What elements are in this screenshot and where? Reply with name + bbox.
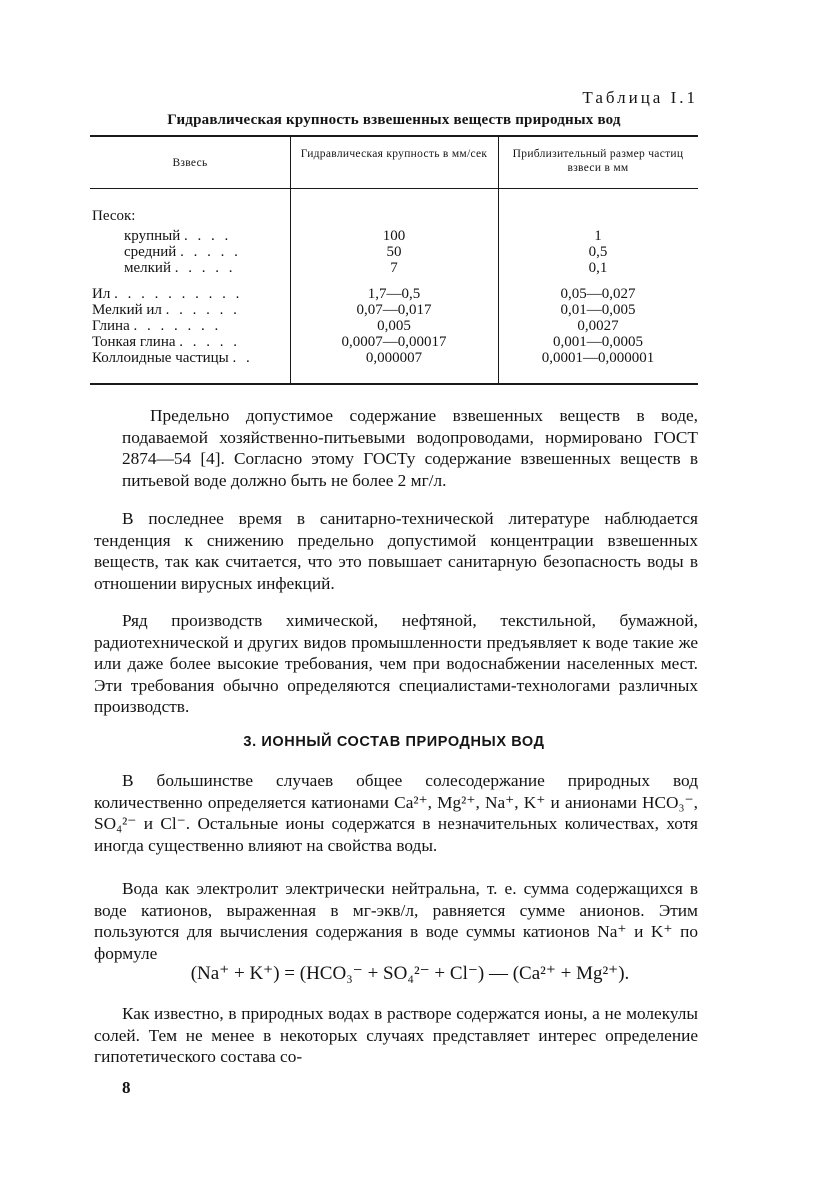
page-number: 8 — [122, 1078, 131, 1097]
row-name: Глина — [92, 318, 130, 334]
row-name: Мелкий ил — [92, 302, 162, 318]
row-hydraulic-size: 100 — [382, 228, 406, 244]
row-leader-dots: . . . . — [184, 228, 232, 244]
table-row — [92, 334, 698, 351]
paragraph — [122, 405, 698, 491]
paragraph — [94, 770, 698, 856]
row-hydraulic-size: 50 — [386, 244, 402, 260]
row-leader-dots: . . . . . — [180, 244, 241, 260]
paragraph-text: В последнее время в санитарно-технической литературе наблюдается тенденция к снижению предельно допустимой концентрации взвешенных веществ, так как считается, что это повышает санитарную безопасность воды в отношении вирусных инфекций. — [94, 509, 698, 593]
table-header-rule — [90, 188, 698, 189]
row-leader-dots: . . . . . — [179, 334, 241, 350]
paragraph — [94, 610, 698, 718]
table-row — [92, 228, 698, 245]
row-name: Ил — [92, 286, 111, 302]
row-name: Тонкая глина — [92, 334, 176, 350]
paragraph-text: Ряд производств химической, нефтяной, текстильной, бумажной, радиотехнической и других видов промышленности предъявляет к воде такие же или даже более высокие требования, чем при водоснабжении населенных мест. Эти требования обычно определяются специалистами-технологами различных производств. — [94, 611, 698, 717]
row-name: крупный — [124, 228, 181, 244]
table-header-hydraulic-size: Гидравлическая крупность в мм/сек — [300, 148, 488, 160]
row-particle-size: 0,0027 — [577, 318, 619, 334]
paragraph-text: Как известно, в природных водах в растворе содержатся ионы, а не молекулы солей. Тем не менее в некоторых случаях представляет интерес определение гипотетического состава со- — [94, 1004, 698, 1067]
paragraph-text: Предельно допустимое содержание взвешенных веществ в воде, подаваемой хозяйственно-питьевыми водопроводами, нормировано ГОСТ 2874—54 [4]. Согласно этому ГОСТу содержание взвешенных веществ в питьевой воде должно быть не более 2 мг/л. — [122, 406, 698, 490]
table-header-particle-size: Приблизительный размер частиц взвеси в мм — [512, 148, 684, 174]
row-leader-dots: . . . . . . . . . . — [114, 286, 243, 302]
row-leader-dots: . . . . . . — [165, 302, 240, 318]
row-name: Коллоидные частицы — [92, 350, 229, 366]
row-name: мелкий — [124, 260, 171, 276]
row-leader-dots: . . — [232, 350, 253, 366]
table-title: Гидравлическая крупность взвешенных веществ природных вод — [167, 112, 621, 128]
row-hydraulic-size: 0,000007 — [365, 350, 423, 366]
section-heading: 3. ИОННЫЙ СОСТАВ ПРИРОДНЫХ ВОД — [243, 734, 545, 750]
row-hydraulic-size: 0,0007—0,00017 — [341, 334, 447, 350]
paragraph-text: Вода как электролит электрически нейтральна, т. е. сумма содержащихся в воде катионов, выраженная в мг-экв/л, равняется сумме анионов. Этим пользуются для вычисления содержания в воде суммы катионов Na⁺ и K⁺ по формуле — [94, 879, 698, 963]
row-particle-size: 1 — [594, 228, 602, 244]
row-name: средний — [124, 244, 177, 260]
row-hydraulic-size: 0,07—0,017 — [356, 302, 432, 318]
row-leader-dots: . . . . . — [174, 260, 236, 276]
row-hydraulic-size: 0,005 — [377, 318, 411, 334]
row-particle-size: 0,5 — [588, 244, 608, 260]
row-leader-dots: . . . . . . . — [133, 318, 222, 334]
table-top-rule — [90, 135, 698, 137]
row-hydraulic-size: 7 — [390, 260, 398, 276]
table-row — [92, 302, 698, 319]
table-row — [92, 286, 698, 303]
row-particle-size: 0,05—0,027 — [560, 286, 636, 302]
table-group-label: Песок: — [92, 208, 136, 224]
row-hydraulic-size: 1,7—0,5 — [367, 286, 421, 302]
row-particle-size: 0,0001—0,000001 — [541, 350, 655, 366]
table-group-label-row — [92, 208, 698, 225]
table-row — [92, 244, 698, 261]
paragraph — [94, 508, 698, 594]
row-particle-size: 0,01—0,005 — [560, 302, 636, 318]
table-row — [92, 318, 698, 335]
table-bottom-rule — [90, 383, 698, 385]
table-row — [92, 350, 698, 367]
paragraph-text: В большинстве случаев общее солесодержание природных вод количественно определяется катионами Ca²⁺, Mg²⁺, Na⁺, K⁺ и анионами HCO₃⁻, SO₄²⁻ и Cl⁻. Остальные ионы содержатся в незначительных количествах, хотя иногда существенно влияют на свойства воды. — [94, 771, 698, 855]
table-number: Таблица I.1 — [582, 88, 698, 107]
paragraph — [94, 1003, 698, 1068]
paragraph — [94, 878, 698, 964]
table-row — [92, 260, 698, 277]
ion-balance-formula: (Na⁺ + K⁺) = (HCO₃⁻ + SO₄²⁻ + Cl⁻) — (Ca²⁺ + Mg²⁺). — [190, 963, 630, 984]
row-particle-size: 0,1 — [588, 260, 608, 276]
row-particle-size: 0,001—0,0005 — [553, 334, 643, 350]
table-header-suspension: Взвесь — [172, 157, 208, 169]
